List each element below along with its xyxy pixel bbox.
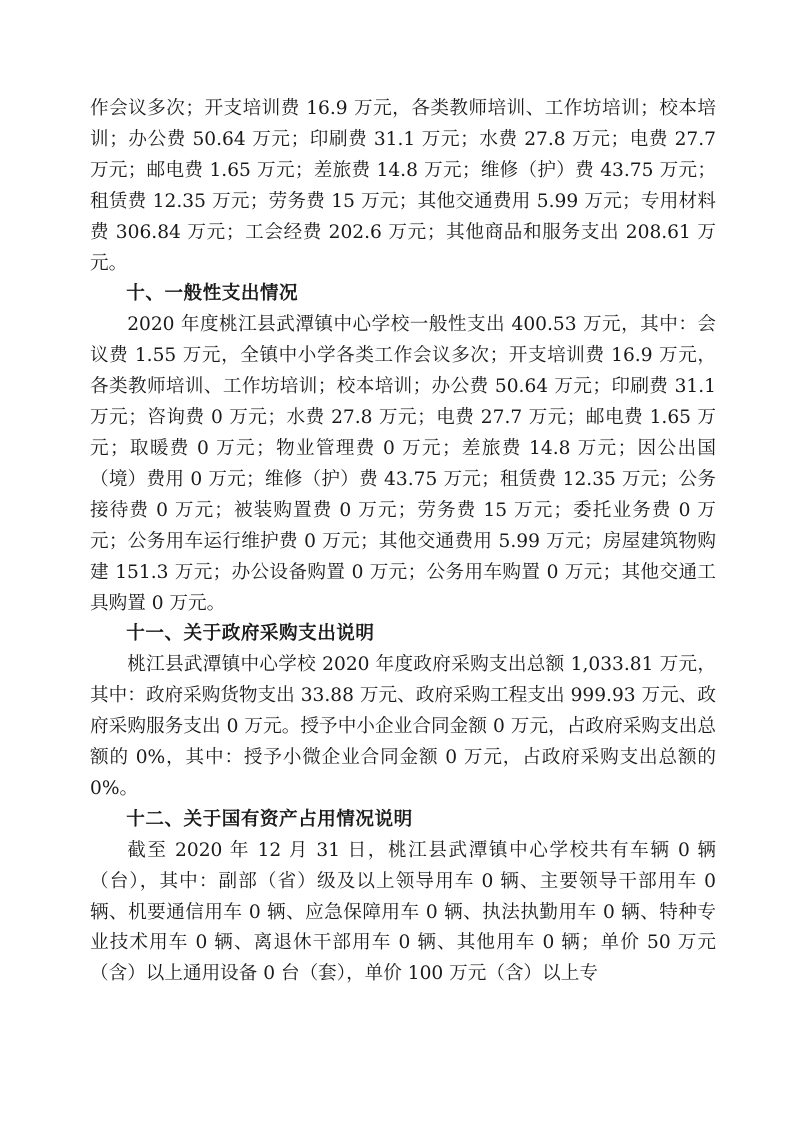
section-body-government-procurement: 桃江县武潭镇中心学校 2020 年度政府采购支出总额 1,033.81 万元，其中：政府采购货物支出 33.88 万元、政府采购工程支出 999.93 万元、政府采购服务支出 0 万元。授予中小企业合同金额 0 万元，占政府采购支出总额的 0%，其中：授予小微企业合同金额 0 万元，占政府采购支出总额的 0%。	[90, 654, 716, 799]
section-heading-general-expenditure: 十、一般性支出情况	[126, 283, 299, 305]
section-body-general-expenditure: 2020 年度桃江县武潭镇中心学校一般性支出 400.53 万元，其中：会议费 1.55 万元，全镇中小学各类工作会议多次；开支培训费 16.9 万元，各类教师培训、工作坊培训；校本培训；办公费 50.64 万元；印刷费 31.1 万元；咨询费 0 万元；水费 27.8 万元；电费 27.7 万元；邮电费 1.65 万元；取暖费 0 万元；物业管理费 0 万元；差旅费 14.8 万元；因公出国（境）费用 0 万元；维修（护）费 43.75 万元；租赁费 12.35 万元；公务接待费 0 万元；被装购置费 0 万元；劳务费 15 万元；委托业务费 0 万元；公务用车运行维护费 0 万元；其他交通费用 5.99 万元；房屋建筑物购建 151.3 万元；办公设备购置 0 万元；公务用车购置 0 万元；其他交通工具购置 0 万元。	[90, 314, 716, 614]
section-heading-state-assets: 十二、关于国有资产占用情况说明	[126, 808, 413, 830]
intro-paragraph: 作会议多次；开支培训费 16.9 万元，各类教师培训、工作坊培训；校本培训；办公费 50.64 万元；印刷费 31.1 万元；水费 27.8 万元；电费 27.7 万元；邮电费 1.65 万元；差旅费 14.8 万元；维修（护）费 43.75 万元；租赁费 12.35 万元；劳务费 15 万元；其他交通费用 5.99 万元；专用材料费 306.84 万元；工会经费 202.6 万元；其他商品和服务支出 208.61 万元。	[90, 98, 716, 274]
section-body-state-assets: 截至 2020 年 12 月 31 日，桃江县武潭镇中心学校共有车辆 0 辆（台），其中：副部（省）级及以上领导用车 0 辆、主要领导干部用车 0 辆、机要通信用车 0 辆、应急保障用车 0 辆、执法执勤用车 0 辆、特种专业技术用车 0 辆、离退休干部用车 0 辆、其他用车 0 辆；单价 50 万元（含）以上通用设备 0 台（套），单价 100 万元（含）以上专	[90, 839, 716, 985]
section-heading-government-procurement: 十一、关于政府采购支出说明	[126, 623, 375, 645]
document-page	[90, 94, 716, 990]
